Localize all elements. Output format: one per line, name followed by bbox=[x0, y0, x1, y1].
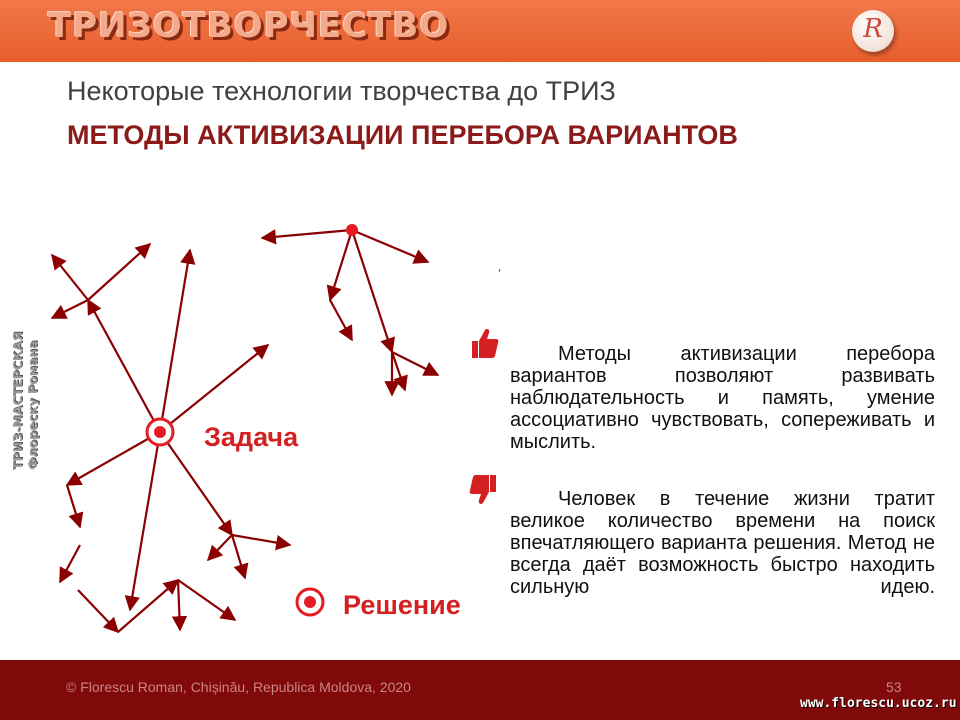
task-target-icon bbox=[147, 419, 173, 445]
thumbs-up-icon bbox=[468, 325, 500, 361]
solution-label: Решение bbox=[343, 590, 461, 620]
slide-title: МЕТОДЫ АКТИВИЗАЦИИ ПЕРЕБОРА ВАРИАНТОВ bbox=[67, 120, 738, 150]
logo-icon bbox=[852, 10, 894, 52]
brand-title: ТРИЗОТВОРЧЕСТВО bbox=[48, 6, 450, 46]
node-dot bbox=[346, 224, 358, 236]
logo-letter: R bbox=[863, 14, 883, 44]
disadvantage-text: Человек в течение жизни тратит великое количество времени на поиск впечатляющего варианта решения. Метод не всегда даёт возможность быстро находить сильную идею. bbox=[510, 488, 935, 598]
search-diagram bbox=[0, 190, 500, 650]
slide-subtitle: Некоторые технологии творчества до ТРИЗ bbox=[67, 76, 616, 106]
side-line-1: ТРИЗ-МАСТЕРСКАЯ bbox=[10, 331, 25, 470]
solution-target-icon bbox=[297, 589, 323, 615]
website-link[interactable]: www.florescu.ucoz.ru bbox=[800, 696, 957, 711]
thumbs-down-icon bbox=[468, 472, 500, 508]
copyright-text: © Florescu Roman, Chișinău, Republica Moldova, 2020 bbox=[66, 679, 411, 695]
side-line-2: Флореску Романа bbox=[25, 340, 40, 470]
task-label: Задача bbox=[204, 422, 299, 452]
advantage-text: Методы активизации перебора вариантов позволяют развивать наблюдательность и память, умение ассоциативно чувствовать, сопереживать и мыслить. bbox=[510, 343, 935, 453]
page-number: 53 bbox=[886, 679, 902, 695]
header-bar bbox=[0, 0, 960, 62]
